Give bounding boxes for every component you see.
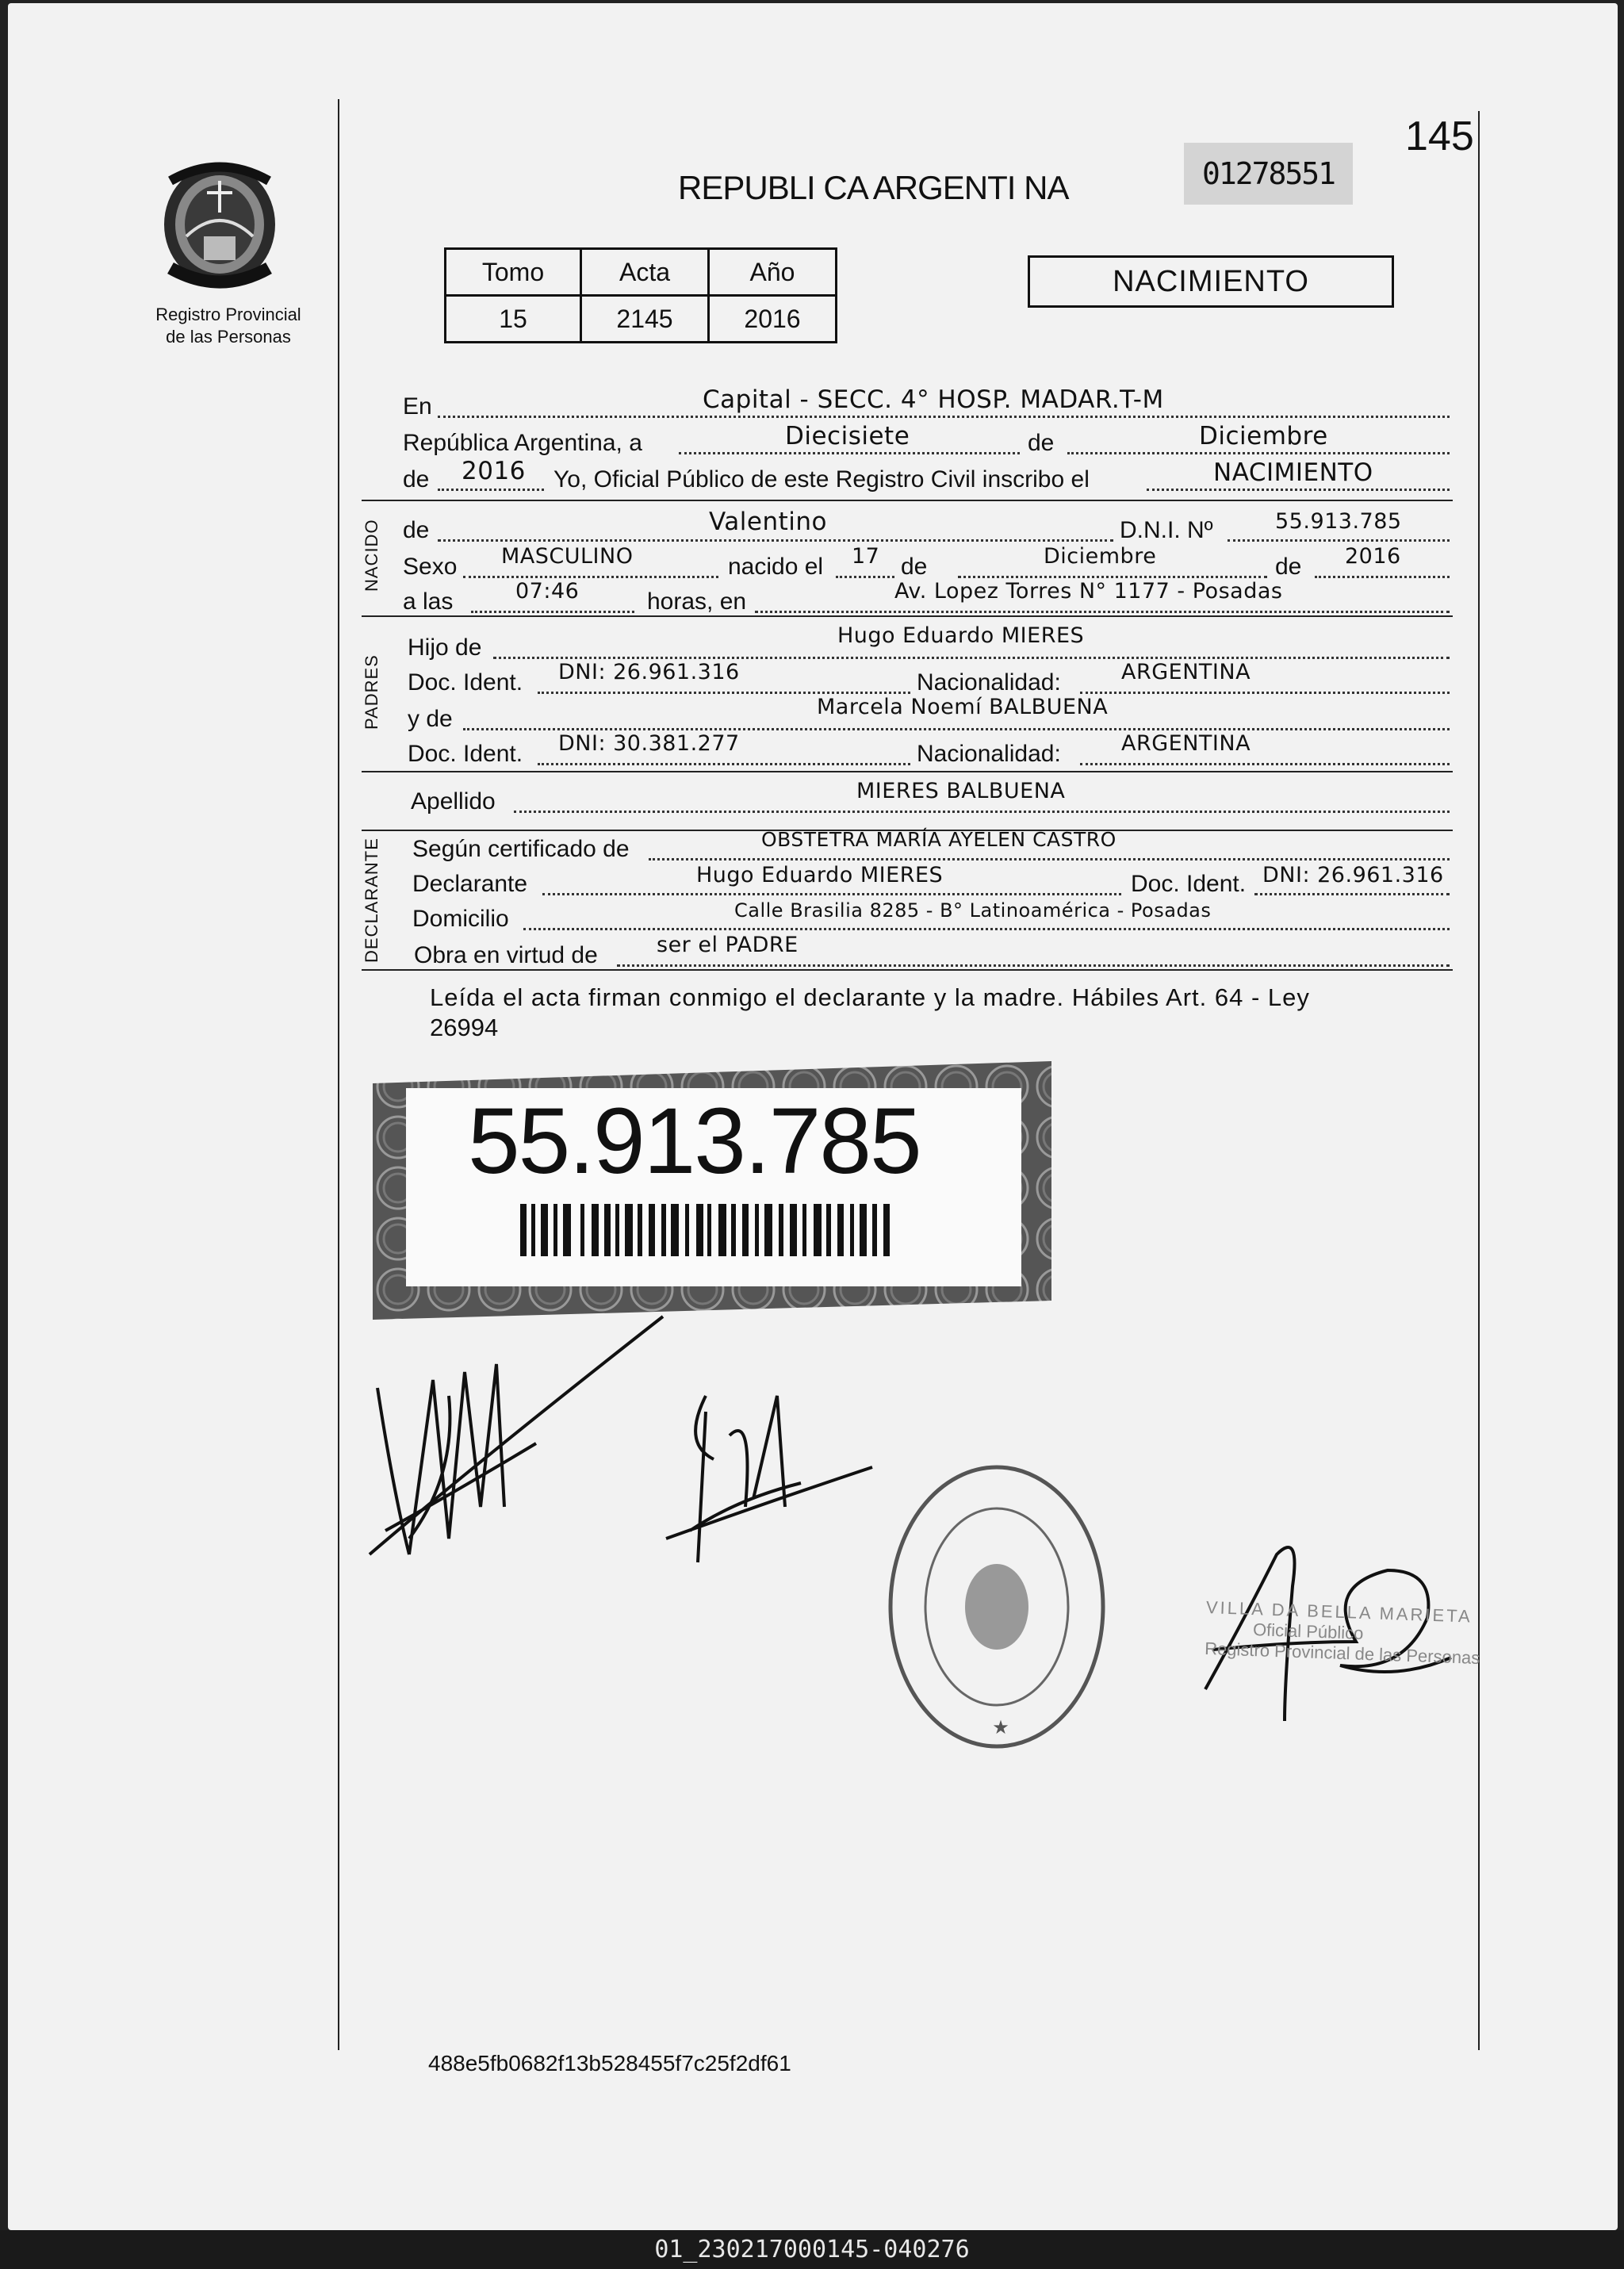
birth-day-dots <box>836 576 894 578</box>
hijo-de-label: Hijo de <box>408 634 482 661</box>
mother-nac-label: Nacionalidad: <box>917 741 1061 767</box>
serial-number: 01278551 <box>1184 143 1353 205</box>
officer-stamp <box>1205 1597 1482 1669</box>
mother-dots <box>463 728 1450 730</box>
closing-text-line1: Leída el acta firman conmigo el declarante y la madre. Hábiles Art. 64 - Ley <box>430 983 1310 1011</box>
cert-value: OBSTETRA MARÍA AYELEN CASTRO <box>761 828 1116 851</box>
mother-nationality: ARGENTINA <box>1121 731 1251 756</box>
child-name: Valentino <box>709 508 828 536</box>
a-las-label: a las <box>403 588 454 615</box>
inscribe-dots <box>1147 489 1450 491</box>
sexo-dots <box>463 576 718 578</box>
domicilio-value: Calle Brasilia 8285 - B° Latinoamérica - Posadas <box>734 899 1212 922</box>
page-number: 145 <box>1405 113 1474 159</box>
misiones-coat-of-arms-logo <box>155 157 285 292</box>
father-name: Hugo Eduardo MIERES <box>837 623 1085 648</box>
officer-stamp-line3: Registro Provincial de las Personas <box>1204 1638 1480 1669</box>
dni-dots <box>1228 539 1450 542</box>
officer-stamp-line2: Oficial Público <box>1252 1619 1364 1643</box>
inscribe-value: NACIMIENTO <box>1213 458 1373 487</box>
birth-day: 17 <box>852 544 880 569</box>
child-dni: 55.913.785 <box>1275 509 1402 534</box>
place-dots <box>438 416 1450 418</box>
registry-name: Registro Provincial de las Personas <box>155 305 301 347</box>
time-dots <box>471 611 634 613</box>
mother-doc: DNI: 30.381.277 <box>558 731 740 756</box>
signature-declarante <box>362 1301 679 1578</box>
birth-de-label: de <box>901 554 928 580</box>
tomo-header: Tomo <box>446 249 581 296</box>
inscribe-text: Yo, Oficial Público de este Registro Civil inscribo el <box>553 466 1090 493</box>
padres-section-label: PADRES <box>362 654 381 730</box>
declarante-label: Declarante <box>412 871 528 897</box>
birth-place-dots <box>755 611 1450 613</box>
nacido-de-label: de <box>403 517 430 543</box>
sexo-label: Sexo <box>403 554 458 580</box>
birth-time: 07:46 <box>515 579 580 604</box>
en-label: En <box>403 393 432 420</box>
year-de-label: de <box>403 466 430 493</box>
year-dots <box>438 489 544 491</box>
birth-year: 2016 <box>1345 544 1401 569</box>
cert-dots <box>649 858 1450 860</box>
file-name-bar: 01_230217000145-040276 <box>0 2230 1624 2269</box>
father-doc-dots <box>538 692 910 694</box>
father-nationality: ARGENTINA <box>1121 660 1251 684</box>
anio-value: 2016 <box>709 296 837 343</box>
declarante-dots <box>542 893 1121 895</box>
left-margin-line <box>338 99 339 2050</box>
declarante-value: Hugo Eduardo MIERES <box>696 863 944 887</box>
father-nac-label: Nacionalidad: <box>917 669 1061 696</box>
birth-year-dots <box>1315 576 1450 578</box>
horas-label: horas, en <box>647 588 747 615</box>
declarante-doc-dots <box>1254 893 1450 895</box>
apellido-label: Apellido <box>411 788 496 814</box>
birth-de-label-2: de <box>1275 554 1302 580</box>
country-title: REPUBLI CA ARGENTI NA <box>678 169 1069 206</box>
officer-stamp-line1: VILLA DA BELLA MARIETA <box>1205 1596 1473 1627</box>
book-table <box>444 247 837 343</box>
name-dots <box>438 539 1113 542</box>
birth-month: Diciembre <box>1044 544 1157 569</box>
declarante-section-label: DECLARANTE <box>362 837 381 963</box>
cert-label: Según certificado de <box>412 836 630 862</box>
section-separator <box>362 969 1453 971</box>
father-doc: DNI: 26.961.316 <box>558 660 740 684</box>
right-margin-line <box>1478 111 1480 2050</box>
domicilio-dots <box>523 928 1450 930</box>
month-value: Diciembre <box>1199 422 1328 450</box>
section-separator <box>362 500 1453 501</box>
svg-text:★: ★ <box>992 1716 1009 1738</box>
closing-text-line2: 26994 <box>430 1014 499 1041</box>
acta-header: Acta <box>581 249 709 296</box>
official-seal <box>882 1456 1112 1757</box>
sticker-number: 55.913.785 <box>468 1089 921 1194</box>
month-dots <box>1067 452 1450 454</box>
declarante-doc: DNI: 26.961.316 <box>1262 863 1444 887</box>
section-separator <box>362 615 1453 617</box>
mother-doc-label: Doc. Ident. <box>408 741 523 767</box>
year-value: 2016 <box>462 457 526 485</box>
father-dots <box>493 657 1450 659</box>
domicilio-label: Domicilio <box>412 906 509 932</box>
nacido-el-label: nacido el <box>728 554 824 580</box>
mother-doc-dots <box>538 763 910 765</box>
birth-place: Av. Lopez Torres N° 1177 - Posadas <box>894 579 1283 604</box>
de-label: de <box>1028 430 1055 456</box>
day-value: Diecisiete <box>785 422 910 450</box>
day-dots <box>679 452 1020 454</box>
declarante-doc-label: Doc. Ident. <box>1131 871 1247 897</box>
place-value: Capital - SECC. 4° HOSP. MADAR.T-M <box>703 385 1164 414</box>
obra-value: ser el PADRE <box>657 933 799 957</box>
y-de-label: y de <box>408 706 453 732</box>
sexo-value: MASCULINO <box>501 544 634 569</box>
mother-nac-dots <box>1080 763 1450 765</box>
signature-mother <box>658 1380 880 1578</box>
apellido-dots <box>514 811 1450 813</box>
country-label: República Argentina, a <box>403 430 642 456</box>
tomo-value: 15 <box>446 296 581 343</box>
apellido-value: MIERES BALBUENA <box>856 779 1066 803</box>
birth-month-dots <box>958 576 1267 578</box>
section-separator <box>362 771 1453 772</box>
dni-label: D.N.I. Nº <box>1120 517 1213 543</box>
father-nac-dots <box>1080 692 1450 694</box>
father-doc-label: Doc. Ident. <box>408 669 523 696</box>
act-type-box: NACIMIENTO <box>1028 255 1394 308</box>
acta-value: 2145 <box>581 296 709 343</box>
document-hash: 488e5fb0682f13b528455f7c25f2df61 <box>428 2051 791 2075</box>
anio-header: Año <box>709 249 837 296</box>
mother-name: Marcela Noemí BALBUENA <box>817 695 1109 719</box>
nacido-section-label: NACIDO <box>362 519 381 592</box>
obra-dots <box>617 964 1450 967</box>
obra-label: Obra en virtud de <box>414 942 598 968</box>
